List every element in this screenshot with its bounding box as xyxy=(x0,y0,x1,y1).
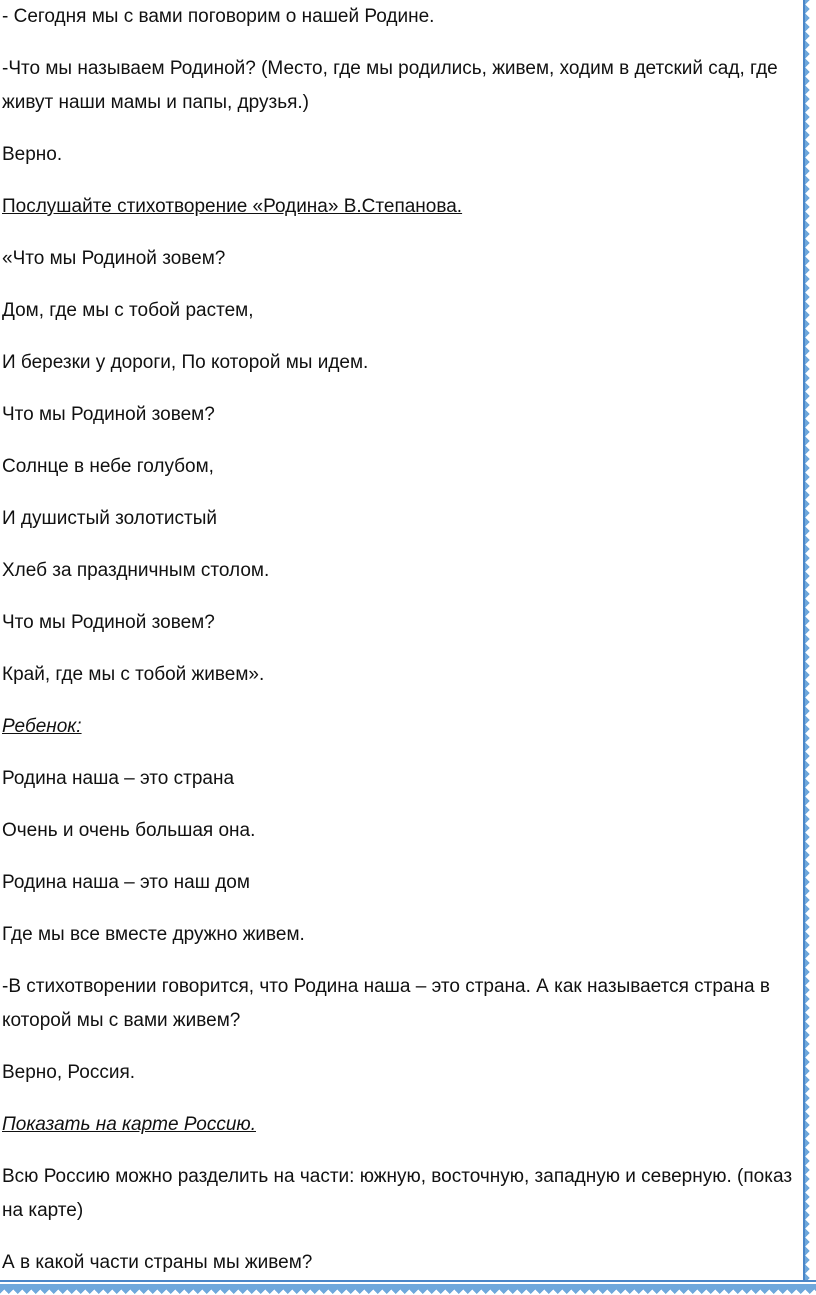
poem-line: Край, где мы с тобой живем». xyxy=(2,664,265,685)
paragraph-russia: Верно, Россия. xyxy=(2,1062,136,1083)
paragraph-question-homeland: -Что мы называем Родиной? (Место, где мы родились, живем, ходим в детский сад, где живут наши мамы и папы, друзья.) xyxy=(2,58,778,113)
poem-line: И березки у дороги, По которой мы идем. xyxy=(2,352,369,373)
decorative-border-right xyxy=(803,0,816,1282)
paragraph-which-part: А в какой части страны мы живем? xyxy=(2,1252,313,1273)
child-poem-line: Родина наша – это страна xyxy=(2,768,235,789)
poem-line: И душистый золотистый xyxy=(2,508,218,529)
poem-line: «Что мы Родиной зовем? xyxy=(2,248,226,269)
paragraph-correct: Верно. xyxy=(2,144,63,165)
child-poem-line: Родина наша – это наш дом xyxy=(2,872,250,893)
decorative-border-bottom xyxy=(0,1280,816,1295)
child-poem-line: Очень и очень большая она. xyxy=(2,820,256,841)
paragraph-show-map: Показать на карте Россию. xyxy=(2,1114,256,1135)
poem-line: Что мы Родиной зовем? xyxy=(2,404,215,425)
paragraph-intro: - Сегодня мы с вами поговорим о нашей Родине. xyxy=(2,6,435,27)
paragraph-child-label: Ребенок: xyxy=(2,716,82,737)
child-poem-line: Где мы все вместе дружно живем. xyxy=(2,924,305,945)
poem-line: Что мы Родиной зовем? xyxy=(2,612,215,633)
poem-line: Солнце в небе голубом, xyxy=(2,456,214,477)
poem-line: Дом, где мы с тобой растем, xyxy=(2,300,254,321)
paragraph-poem-title: Послушайте стихотворение «Родина» В.Степанова. xyxy=(2,196,463,217)
poem-line: Хлеб за праздничным столом. xyxy=(2,560,270,581)
paragraph-country-question: -В стихотворении говорится, что Родина наша – это страна. А как называется страна в которой мы с вами живем? xyxy=(2,976,770,1031)
paragraph-regions: Всю Россию можно разделить на части: южную, восточную, западную и северную. (показ на карте) xyxy=(2,1166,793,1221)
